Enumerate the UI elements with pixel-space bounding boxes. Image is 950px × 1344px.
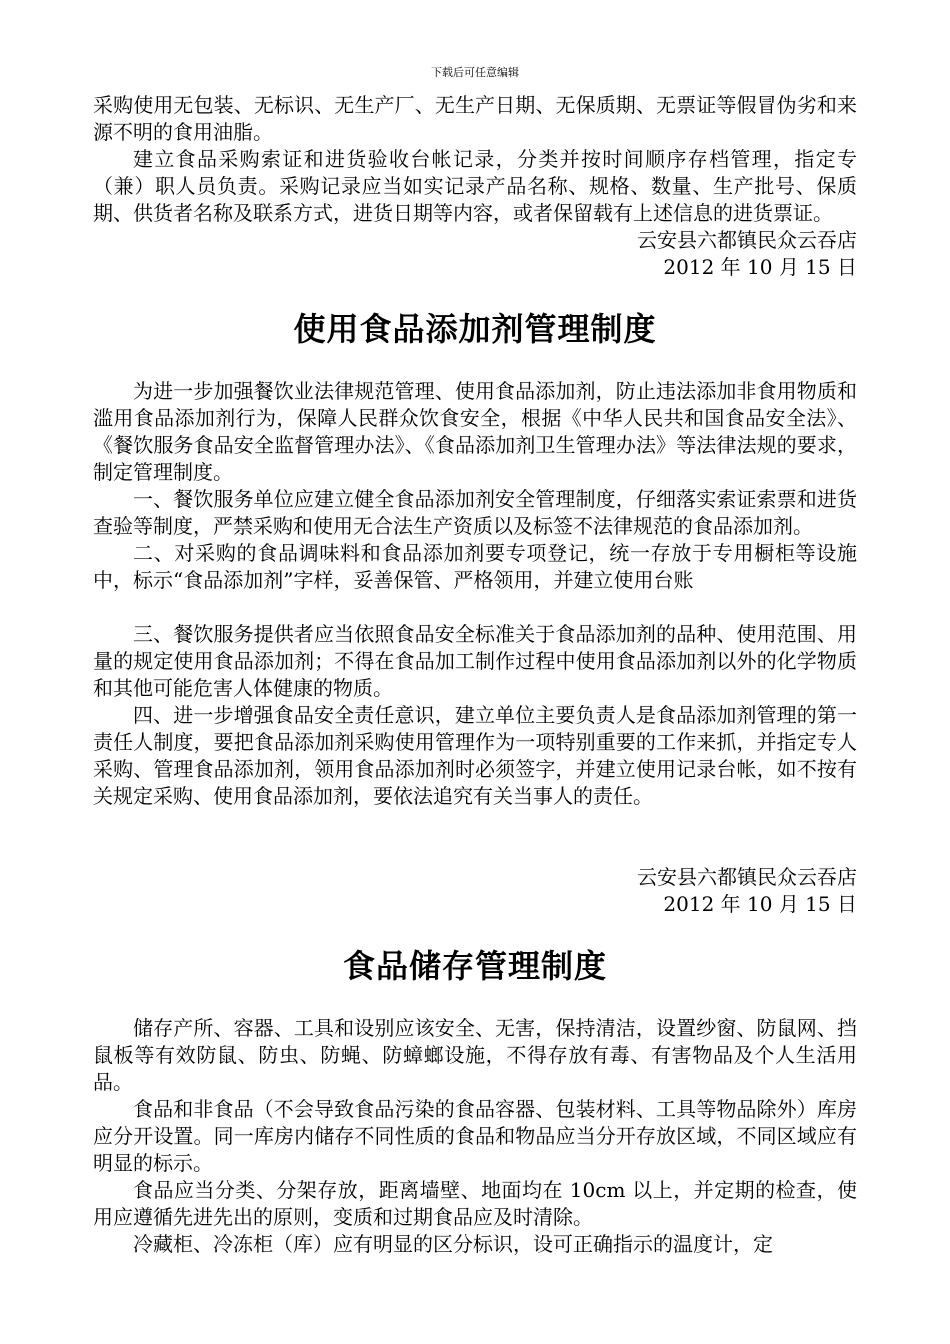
download-watermark: 下载后可任意编辑 [431, 66, 519, 79]
paragraph: 冷藏柜、冷冻柜（库）应有明显的区分标识，设可正确指示的温度计，定 [133, 1232, 773, 1256]
document-body [93, 92, 857, 1258]
paragraph: 二、对采购的食品调味料和食品添加剂要专项登记，统一存放于专用橱柜等设施中，标示“食品添加剂”字样，妥善保管、严格领用，并建立使用台账 [93, 541, 857, 592]
paragraph: 一、餐饮服务单位应建立健全食品添加剂安全管理制度，仔细落实索证索票和进货查验等制度，严禁采购和使用无合法生产资质以及标签不法律规范的食品添加剂。 [93, 487, 857, 538]
paragraph: 四、进一步增强食品安全责任意识，建立单位主要负责人是食品添加剂管理的第一责任人制度，要把食品添加剂采购使用管理作为一项特别重要的工作来抓，并指定专人采购、管理食品添加剂，领用食品添加剂时必须签字，并建立使用记录台帐，如不按有关规定采购、使用食品添加剂，要依法追究有关当事人的责任。 [93, 703, 857, 808]
section-title-additives: 使用食品添加剂管理制度 [293, 310, 657, 348]
signature-store: 云安县六都镇民众云吞店 [637, 228, 857, 252]
paragraph: 食品和非食品（不会导致食品污染的食品容器、包装材料、工具等物品除外）库房应分开设置。同一库房内储存不同性质的食品和物品应当分开存放区域，不同区域应有明显的标示。 [93, 1097, 857, 1175]
paragraph: 储存产所、容器、工具和设别应该安全、无害，保持清洁，设置纱窗、防鼠网、挡鼠板等有效防鼠、防虫、防蝇、防蟑螂设施，不得存放有毒、有害物品及个人生活用品。 [93, 1016, 857, 1094]
signature-date: 2012 年 10 月 15 日 [663, 892, 857, 916]
signature-store: 云安县六都镇民众云吞店 [637, 865, 857, 889]
signature-date: 2012 年 10 月 15 日 [663, 255, 857, 279]
paragraph: 三、餐饮服务提供者应当依照食品安全标准关于食品添加剂的品种、使用范围、用量的规定使用食品添加剂；不得在食品加工制作过程中使用食品添加剂以外的化学物质和其他可能危害人体健康的物质。 [93, 622, 857, 700]
paragraph: 建立食品采购索证和进货验收台帐记录，分类并按时间顺序存档管理，指定专（兼）职人员负责。采购记录应当如实记录产品名称、规格、数量、生产批号、保质期、供货者名称及联系方式，进货日期等内容，或者保留载有上述信息的进货票证。 [93, 147, 857, 225]
paragraph: 为进一步加强餐饮业法律规范管理、使用食品添加剂，防止违法添加非食用物质和滥用食品添加剂行为，保障人民群众饮食安全，根据《中华人民共和国食品安全法》、《餐饮服务食品安全监督管理办法》、《食品添加剂卫生管理办法》等法律法规的要求，制定管理制度。 [93, 379, 857, 484]
paragraph: 食品应当分类、分架存放，距离墙壁、地面均在 10cm 以上，并定期的检查，使用应遵循先进先出的原则，变质和过期食品应及时清除。 [93, 1178, 857, 1229]
paragraph: 采购使用无包装、无标识、无生产厂、无生产日期、无保质期、无票证等假冒伪劣和来源不明的食用油脂。 [93, 93, 857, 144]
section-title-storage: 食品储存管理制度 [342, 947, 607, 985]
